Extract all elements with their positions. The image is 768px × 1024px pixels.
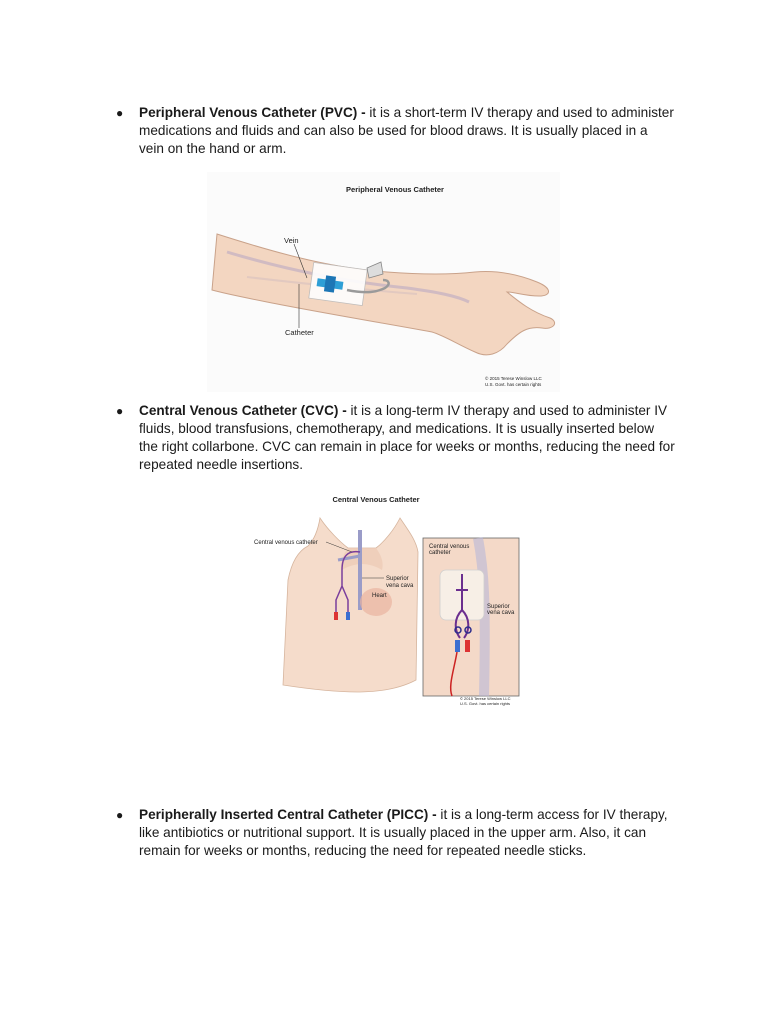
cvc-copyright-2: U.S. Govt. has certain rights	[460, 701, 511, 706]
svc-label-line2: vena cava	[386, 583, 414, 589]
list-item-pvc	[116, 104, 676, 158]
term-picc: Peripherally Inserted Central Catheter (PICC) -	[139, 807, 437, 822]
list-item-text	[139, 806, 676, 860]
inset-svc-label-line2: vena cava	[487, 610, 515, 616]
inset-cvc-label-line2: catheter	[429, 550, 451, 556]
heart-label: Heart	[372, 593, 387, 599]
bullet-icon: ●	[116, 106, 124, 120]
cvc-label: Central venous catheter	[254, 540, 318, 546]
pvc-illustration	[207, 172, 560, 392]
list-item-text	[139, 402, 676, 474]
term-cvc: Central Venous Catheter (CVC) -	[139, 403, 347, 418]
cvc-copyright-1: © 2015 Terese Winslow LLC	[460, 696, 511, 701]
inset-cvc-label-line1: Central venous	[429, 544, 470, 550]
description-picc: it is a long-term access for IV therapy, like antibiotics or nutritional support. It is usually placed in the upper arm. Also, it can remain for weeks or months, reducing the need for repeated needle sticks.	[139, 807, 668, 858]
term-pvc: Peripheral Venous Catheter (PVC) -	[139, 105, 366, 120]
pvc-copyright-2: U.S. Govt. has certain rights	[485, 382, 542, 387]
description-pvc: it is a short-term IV therapy and used to administer medications and fluids and can also be used for blood draws. It is usually placed in a vein on the hand or arm.	[139, 105, 674, 156]
cvc-figure-title: Central Venous Catheter	[332, 495, 420, 504]
svc-label-line1: Superior	[386, 576, 409, 582]
cvc-illustration	[248, 490, 523, 710]
catheter-label: Catheter	[285, 328, 314, 337]
list-item-text	[139, 104, 676, 158]
list-item-cvc	[116, 402, 676, 474]
vein-label: Vein	[284, 236, 299, 245]
description-cvc: it is a long-term IV therapy and used to administer IV fluids, blood transfusions, chemotherapy, and medications. It is usually inserted below the right collarbone. CVC can remain in place for weeks or months, reducing the need for repeated needle insertions.	[139, 403, 675, 472]
inset-svc-label-line1: Superior	[487, 604, 510, 610]
list-item-picc	[116, 806, 676, 860]
pvc-copyright-1: © 2015 Terese Winslow LLC	[485, 376, 542, 381]
bullet-icon: ●	[116, 404, 124, 418]
pvc-figure-title: Peripheral Venous Catheter	[346, 185, 444, 194]
bullet-icon: ●	[116, 808, 124, 822]
